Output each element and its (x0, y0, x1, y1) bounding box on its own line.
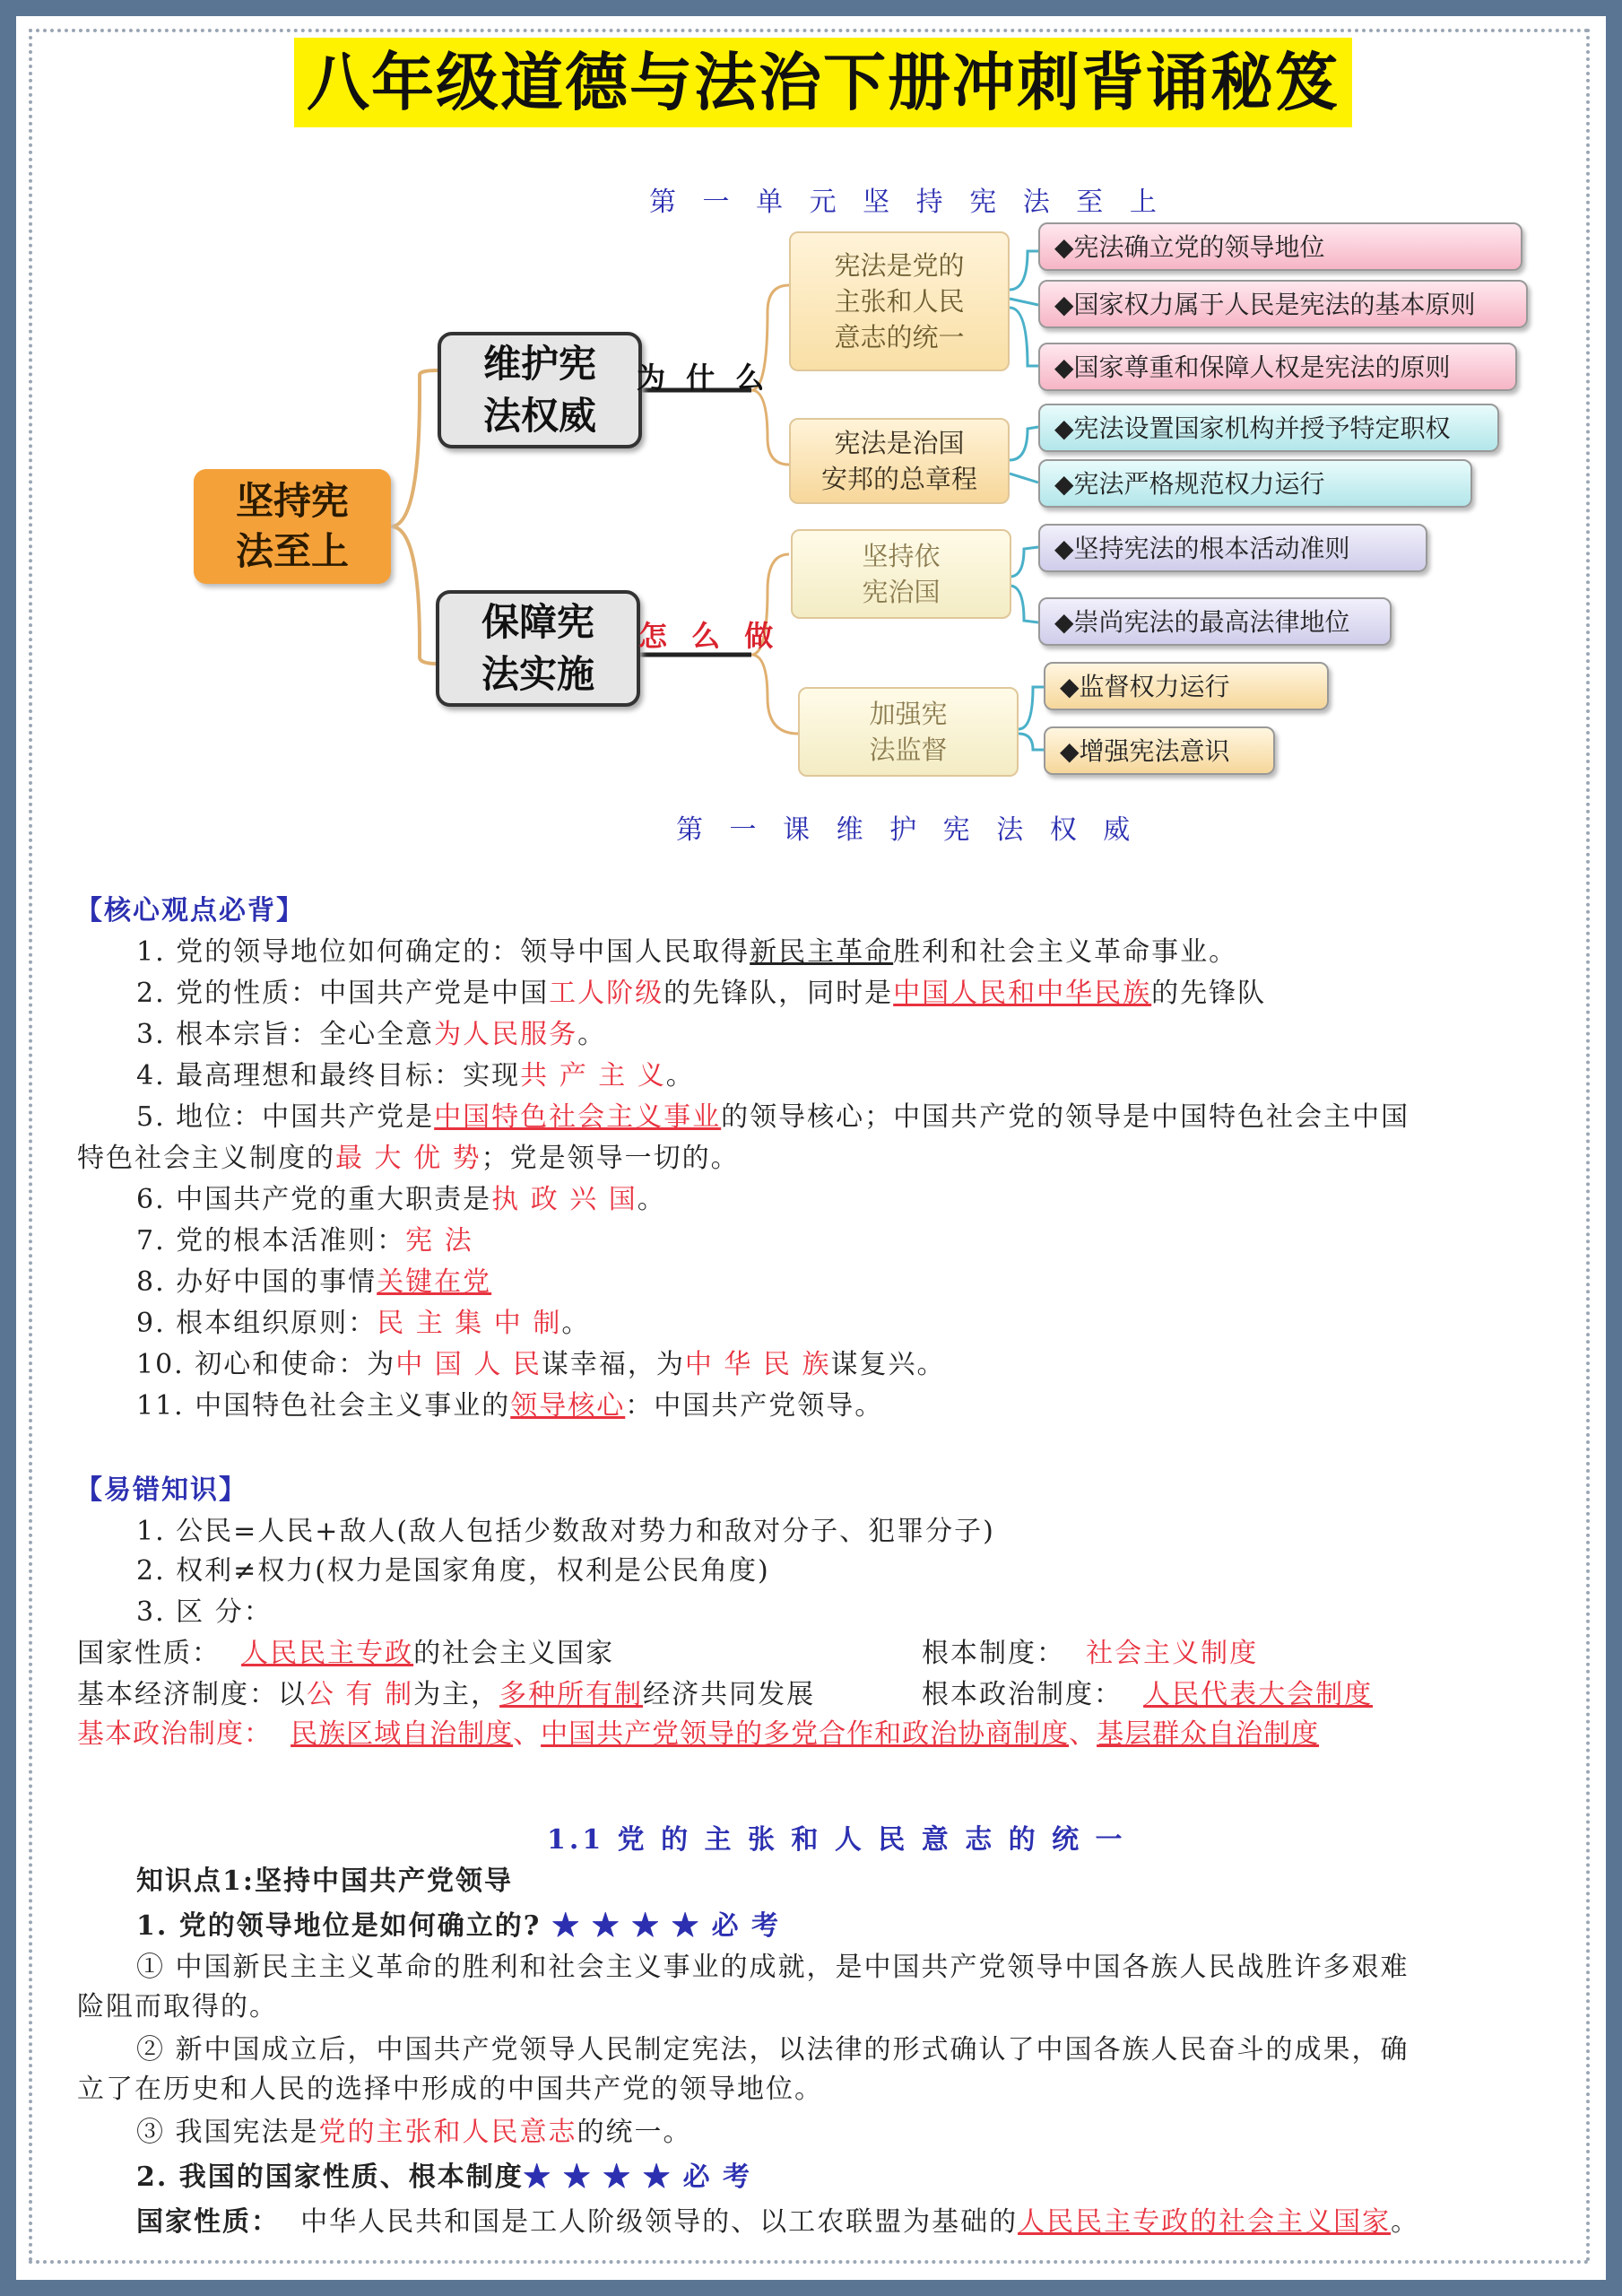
connector-leaf7 (1010, 586, 1038, 622)
question-2: 2. 我国的国家性质、根本制度★ ★ ★ ★ 必 考 (136, 2161, 752, 2193)
connector-root-top (391, 370, 438, 526)
leaf-1: ◆宪法确立党的领导地位 (1038, 222, 1522, 271)
page (16, 16, 1606, 2280)
core-item-4: 4. 最高理想和最终目标：实现共 产 主 义。 (136, 1060, 695, 1091)
connector-leaf1 (1010, 251, 1038, 290)
mid-node-3: 坚持依 宪治国 (791, 529, 1011, 619)
connector-how-mid2 (751, 655, 798, 734)
leaf-4: ◆宪法设置国家机构并授予特定职权 (1038, 404, 1499, 452)
answer-1a: ① 中国新民主主义革命的胜利和社会主义事业的成就，是中国共产党领导中国各族人民战胜许多艰难 (136, 1952, 1409, 1983)
core-item-1: 1. 党的领导地位如何确定的：领导中国人民取得新民主革命胜利和社会主义革命事业。 (136, 936, 1238, 968)
branch-bottom-connector-label: 怎 么 做 (638, 619, 781, 653)
error-item-3: 3. 区 分： (136, 1596, 273, 1628)
connector-root-bottom (391, 526, 438, 664)
knowledge-point: 知识点1:坚持中国共产党领导 (136, 1866, 513, 1897)
leaf-6: ◆坚持宪法的根本活动准则 (1038, 524, 1427, 572)
core-item-10: 10. 初心和使命：为中 国 人 民谋幸福，为中 华 民 族谋复兴。 (136, 1349, 946, 1380)
question-1: 1. 党的领导地位是如何确立的? ★ ★ ★ ★ 必 考 (136, 1910, 781, 1942)
root-system: 根本制度： 社会主义制度 (922, 1638, 1259, 1669)
error-item-1: 1. 公民=人民+敌人(敌人包括少数敌对势力和敌对分子、犯罪分子) (136, 1516, 995, 1547)
mid-node-2: 宪法是治国 安邦的总章程 (789, 418, 1010, 504)
answer-2b: 立了在历史和人民的选择中形成的中国共产党的领导地位。 (77, 2074, 823, 2105)
core-item-5: 5. 地位：中国共产党是中国特色社会主义事业的领导核心；中国共产党的领导是中国特色社会主中国 (136, 1101, 1410, 1133)
branch-bottom-node: 保障宪 法实施 (436, 590, 640, 707)
leaf-9: ◆增强宪法意识 (1044, 726, 1275, 775)
connector-why-mid2 (751, 390, 789, 465)
root-node: 坚持宪 法至上 (194, 469, 391, 584)
econ-system: 基本经济制度：以公 有 制为主，多种所有制经济共同发展 (77, 1679, 816, 1710)
lesson-heading: 第 一 课 维 护 宪 法 权 威 (676, 814, 1140, 846)
section-heading: 1.1 党 的 主 张 和 人 民 意 志 的 统 一 (547, 1824, 1126, 1856)
state-nature: 国家性质： 人民民主专政的社会主义国家 (77, 1638, 615, 1669)
answer-2a: ② 新中国成立后，中国共产党领导人民制定宪法，以法律的形式确认了中国各族人民奋斗的成果，确 (136, 2034, 1409, 2066)
connector-leaf3 (1010, 308, 1038, 366)
connector-leaf2 (1010, 299, 1038, 305)
core-item-6: 6. 中国共产党的重大职责是执 政 兴 国。 (136, 1184, 666, 1215)
mid-node-1: 宪法是党的 主张和人民 意志的统一 (789, 231, 1010, 371)
leaf-8: ◆监督权力运行 (1044, 662, 1329, 710)
root-political: 根本政治制度： 人民代表大会制度 (922, 1679, 1374, 1710)
leaf-3: ◆国家尊重和保障人权是宪法的原则 (1038, 343, 1517, 391)
connector-leaf4 (1010, 427, 1038, 460)
core-item-8: 8. 办好中国的事情关键在党 (136, 1266, 492, 1298)
core-item-5-cont: 特色社会主义制度的最 大 优 势；党是领导一切的。 (77, 1143, 740, 1174)
unit-heading: 第 一 单 元 坚 持 宪 法 至 上 (649, 187, 1166, 218)
basic-political: 基本政治制度： 民族区域自治制度、中国共产党领导的多党合作和政治协商制度、基层群众自治制度 (77, 1718, 1320, 1750)
core-heading: 【核心观点必背】 (75, 895, 305, 926)
core-item-3: 3. 根本宗旨：全心全意为人民服务。 (136, 1019, 607, 1050)
core-item-2: 2. 党的性质：中国共产党是中国工人阶级的先锋队，同时是中国人民和中华民族的先锋队 (136, 978, 1267, 1009)
page-title: 八年级道德与法治下册冲刺背诵秘笈 (294, 38, 1352, 127)
errors-heading: 【易错知识】 (75, 1474, 247, 1506)
connector-leaf9 (1019, 734, 1044, 750)
leaf-7: ◆崇尚宪法的最高法律地位 (1038, 597, 1392, 646)
connector-leaf6 (1010, 547, 1038, 577)
core-item-11: 11. 中国特色社会主义事业的领导核心：中国共产党领导。 (136, 1390, 884, 1422)
state-nature-answer: 国家性质： 中华人民共和国是工人阶级领导的、以工农联盟为基础的人民民主专政的社会主义国家。 (136, 2206, 1420, 2238)
answer-1b: 险阻而取得的。 (77, 1991, 278, 2022)
connector-leaf5 (1010, 474, 1038, 483)
leaf-5: ◆宪法严格规范权力运行 (1038, 459, 1472, 508)
core-item-9: 9. 根本组织原则：民 主 集 中 制。 (136, 1308, 591, 1339)
answer-3: ③ 我国宪法是党的主张和人民意志的统一。 (136, 2117, 692, 2148)
error-item-2: 2. 权利≠权力(权力是国家角度，权利是公民角度) (136, 1555, 770, 1587)
connector-leaf8 (1019, 687, 1044, 729)
core-item-7: 7. 党的根本活准则：宪 法 (136, 1225, 473, 1257)
leaf-2: ◆国家权力属于人民是宪法的基本原则 (1038, 280, 1528, 328)
mid-node-4: 加强宪 法监督 (798, 687, 1019, 777)
branch-top-connector-label: 为 什 么 (637, 361, 770, 395)
branch-top-node: 维护宪 法权威 (438, 332, 642, 448)
